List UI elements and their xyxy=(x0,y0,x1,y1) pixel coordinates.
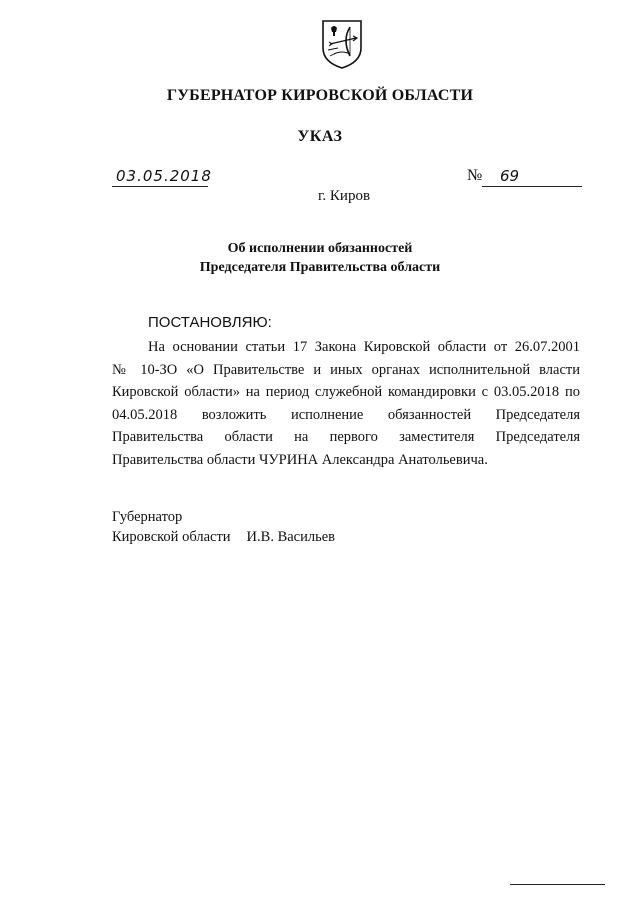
body-line: Правительства области на первого заместителя Председателя xyxy=(112,429,580,446)
signature-block xyxy=(112,507,335,547)
document-place: г. Киров xyxy=(317,188,371,204)
signer-title-line2 xyxy=(112,527,335,547)
subject-line: Об исполнении обязанностей xyxy=(227,241,413,256)
decree-body xyxy=(112,336,580,472)
footer-rule xyxy=(510,884,605,885)
document-date: 03.05.2018 xyxy=(112,166,208,187)
number-label: № xyxy=(467,167,483,184)
document-type: УКАЗ xyxy=(297,128,343,145)
body-line: На основании статьи 17 Закона Кировской области от 26.07.2001 xyxy=(148,339,580,355)
decree-word: ПОСТАНОВЛЯЮ: xyxy=(148,314,272,331)
signer-title: Губернатор xyxy=(112,509,183,525)
body-line: № 10-ЗО «О Правительстве и иных органах исполнительной власти xyxy=(112,361,580,378)
body-line: Правительства области ЧУРИНА Александра Анатольевича. xyxy=(112,451,488,468)
document-number: 69 xyxy=(482,166,582,187)
subject-line: Председателя Правительства области xyxy=(199,260,441,275)
body-line: Кировской области» на период служебной командировки с 03.05.2018 по xyxy=(112,384,580,401)
body-line: 04.05.2018 возложить исполнение обязанностей Председателя xyxy=(112,406,580,423)
signer-region: Кировской области xyxy=(112,529,231,545)
coat-of-arms-icon xyxy=(320,18,364,70)
document-subject xyxy=(0,239,640,277)
signer-name: И.В. Васильев xyxy=(246,529,335,545)
issuer-title: ГУБЕРНАТОР КИРОВСКОЙ ОБЛАСТИ xyxy=(166,87,474,104)
